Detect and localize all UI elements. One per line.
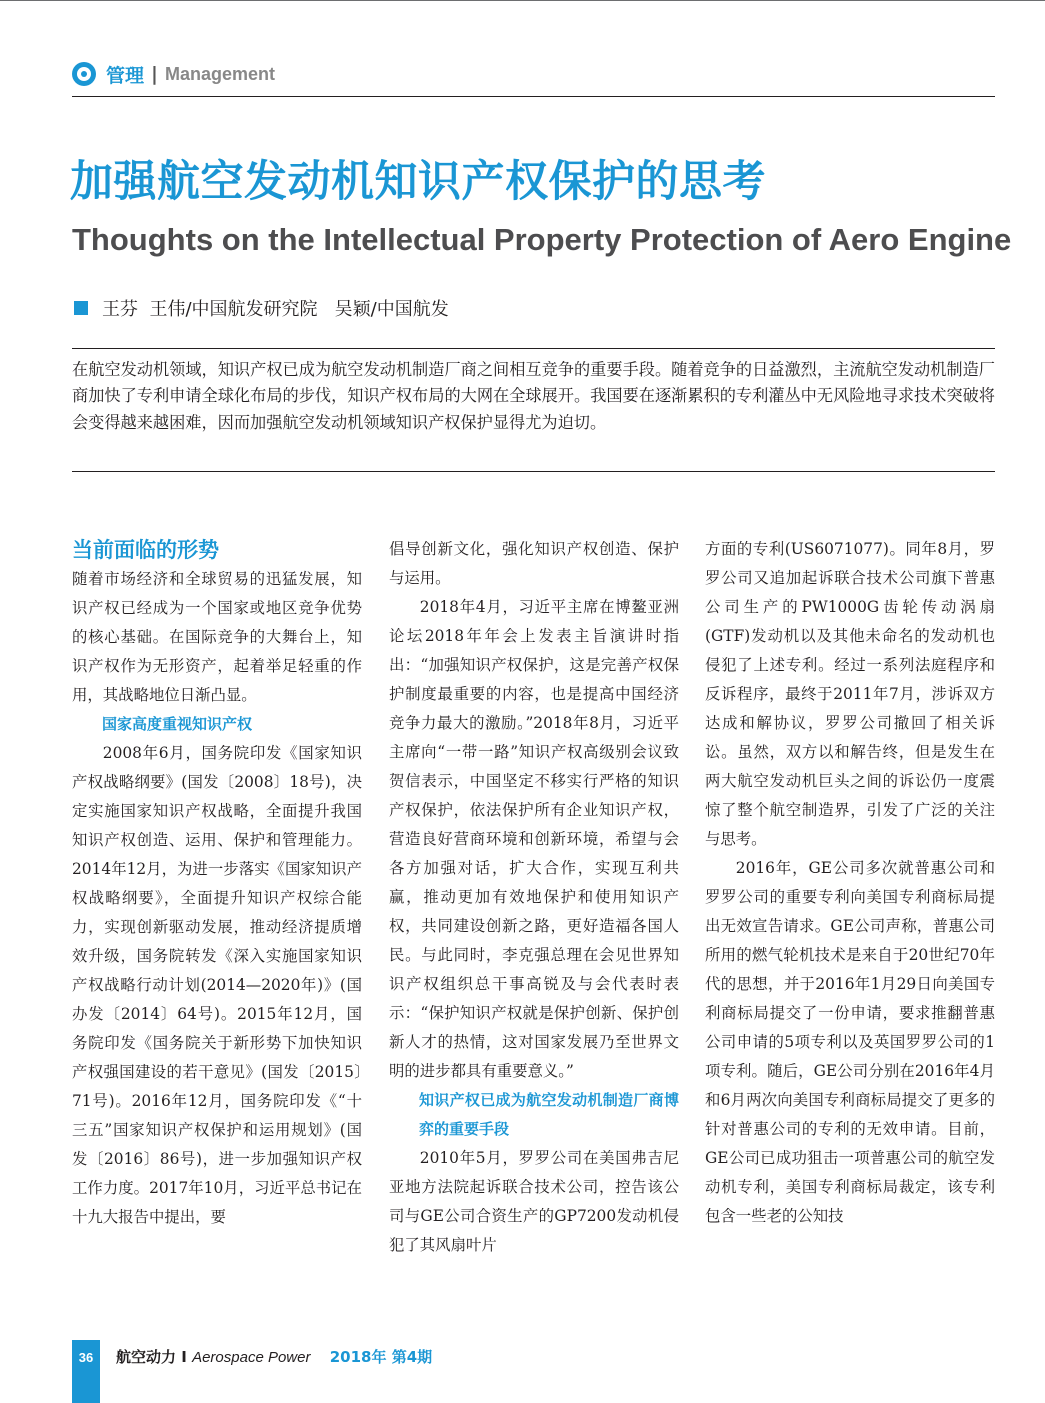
section-separator: | [151,63,158,85]
body-column-3 [705,535,995,1231]
subsection-heading-ip-competition: 知识产权已成为航空发动机制造厂商博弈的重要手段 [419,1091,679,1138]
paragraph: 2008年6月，国务院印发《国家知识产权战略纲要》(国发〔2008〕18号)，决定实施国家知识产权战略，全面提升我国知识产权创造、运用、保护和管理能力。2014年12月，为进一步落实《国家知识产权战略纲要》，全面提升知识产权综合能力，实现创新驱动发展，推动经济提质增效升级，国务院转发《深入实施国家知识产权战略行动计划(2014—2020年)》(国办发〔2014〕64号)。2015年12月，国务院印发《国务院关于新形势下加快知识产权强国建设的若干意见》(国发〔2015〕71号)。2016年12月，国务院印发《“十三五”国家知识产权保护和运用规划》(国发〔2016〕86号)，进一步加强知识产权工作力度。2017年10月，习近平总书记在十九大报告中提出，要 [72,744,362,1226]
body-column-2 [389,535,679,1260]
journal-name-cn: 航空动力 [116,1348,177,1366]
paragraph: 2016年，GE公司多次就普惠公司和罗罗公司的重要专利向美国专利商标局提出无效宣告请求。GE公司声称，普惠公司所用的燃气轮机技术是来自于20世纪70年代的思想，并于2016年1月29日向美国专利商标局提交了一份申请，要求推翻普惠公司申请的5项专利以及英国罗罗公司的1项专利。随后，GE公司分别在2016年4月和6月两次向美国专利商标局提交了更多的针对普惠公司的专利的无效申请。目前，GE公司已成功狙击一项普惠公司的航空发动机专利，美国专利商标局裁定，该专利包含一些老的公知技 [705,859,995,1225]
journal-footer [116,1346,432,1367]
author-bullet-icon [74,301,88,315]
journal-name-en: Aerospace Power [192,1349,311,1366]
header-rule [72,96,995,97]
section-label-en: Management [164,63,275,84]
article-title-cn: 加强航空发动机知识产权保护的思考 [70,157,766,207]
section-label-cn: 管理 [106,64,145,87]
paragraph: 随着市场经济和全球贸易的迅猛发展，知识产权已经成为一个国家或地区竞争优势的核心基础。在国际竞争的大舞台上，知识产权作为无形资产，起着举足轻重的作用，其战略地位日渐凸显。 [72,570,362,704]
author-line [74,295,449,321]
top-border-line [0,0,1045,1]
paragraph: 方面的专利(US6071077)。同年8月，罗罗公司又追加起诉联合技术公司旗下普惠公司生产的PW1000G齿轮传动涡扇(GTF)发动机以及其他未命名的发动机也侵犯了上述专利。经过一系列法庭程序和反诉程序，最终于2011年7月，涉诉双方达成和解协议，罗罗公司撤回了相关诉讼。虽然，双方以和解告终，但是发生在两大航空发动机巨头之间的诉讼仍一度震惊了整个航空制造界，引发了广泛的关注与思考。 [705,540,995,848]
journal-separator: I [181,1348,187,1366]
abstract-bottom-rule [72,471,995,472]
paragraph: 倡导创新文化，强化知识产权创造、保护与运用。 [389,540,679,587]
issue-label: 2018年 第4期 [329,1348,433,1366]
author-names: 王芬 王伟/中国航发研究院 吴颖/中国航发 [102,299,449,320]
paragraph: 2010年5月，罗罗公司在美国弗吉尼亚地方法院起诉联合技术公司，控告该公司与GE公司合资生产的GP7200发动机侵犯了其风扇叶片 [389,1149,679,1254]
article-title-en: Thoughts on the Intellectual Property Protection of Aero Engine [72,222,1012,257]
section-header [72,60,275,88]
journal-logo-icon [72,62,96,86]
subsection-heading-national-priority: 国家高度重视知识产权 [102,715,253,733]
paragraph: 2018年4月，习近平主席在博鳌亚洲论坛2018年年会上发表主旨演讲时指出：“加强知识产权保护，这是完善产权保护制度最重要的内容，也是提高中国经济竞争力最大的激励。”2018年8月，习近平主席向“一带一路”知识产权高级别会议致贺信表示，中国坚定不移实行严格的知识产权保护，依法保护所有企业知识产权，营造良好营商环境和创新环境，希望与会各方加强对话，扩大合作，实现互利共赢，推动更加有效地保护和使用知识产权，共同建设创新之路，更好造福各国人民。与此同时，李克强总理在会见世界知识产权组织总干事高锐及与会代表时表示：“保护知识产权就是保护创新、保护创新人才的热情，这对国家发展乃至世界文明的进步都具有重要意义。” [389,598,679,1080]
abstract: 在航空发动机领域，知识产权已成为航空发动机制造厂商之间相互竞争的重要手段。随着竞争的日益激烈，主流航空发动机制造厂商加快了专利申请全球化布局的步伐，知识产权布局的大网在全球展开。我国要在逐渐累积的专利灌丛中无风险地寻求技术突破将会变得越来越困难，因而加强航空发动机领域知识产权保护显得尤为迫切。 [72,360,995,432]
section-heading-current-situation: 当前面临的形势 [72,538,219,562]
abstract-top-rule [72,348,995,349]
body-column-1 [72,535,362,1232]
page-number: 36 [78,1350,94,1365]
